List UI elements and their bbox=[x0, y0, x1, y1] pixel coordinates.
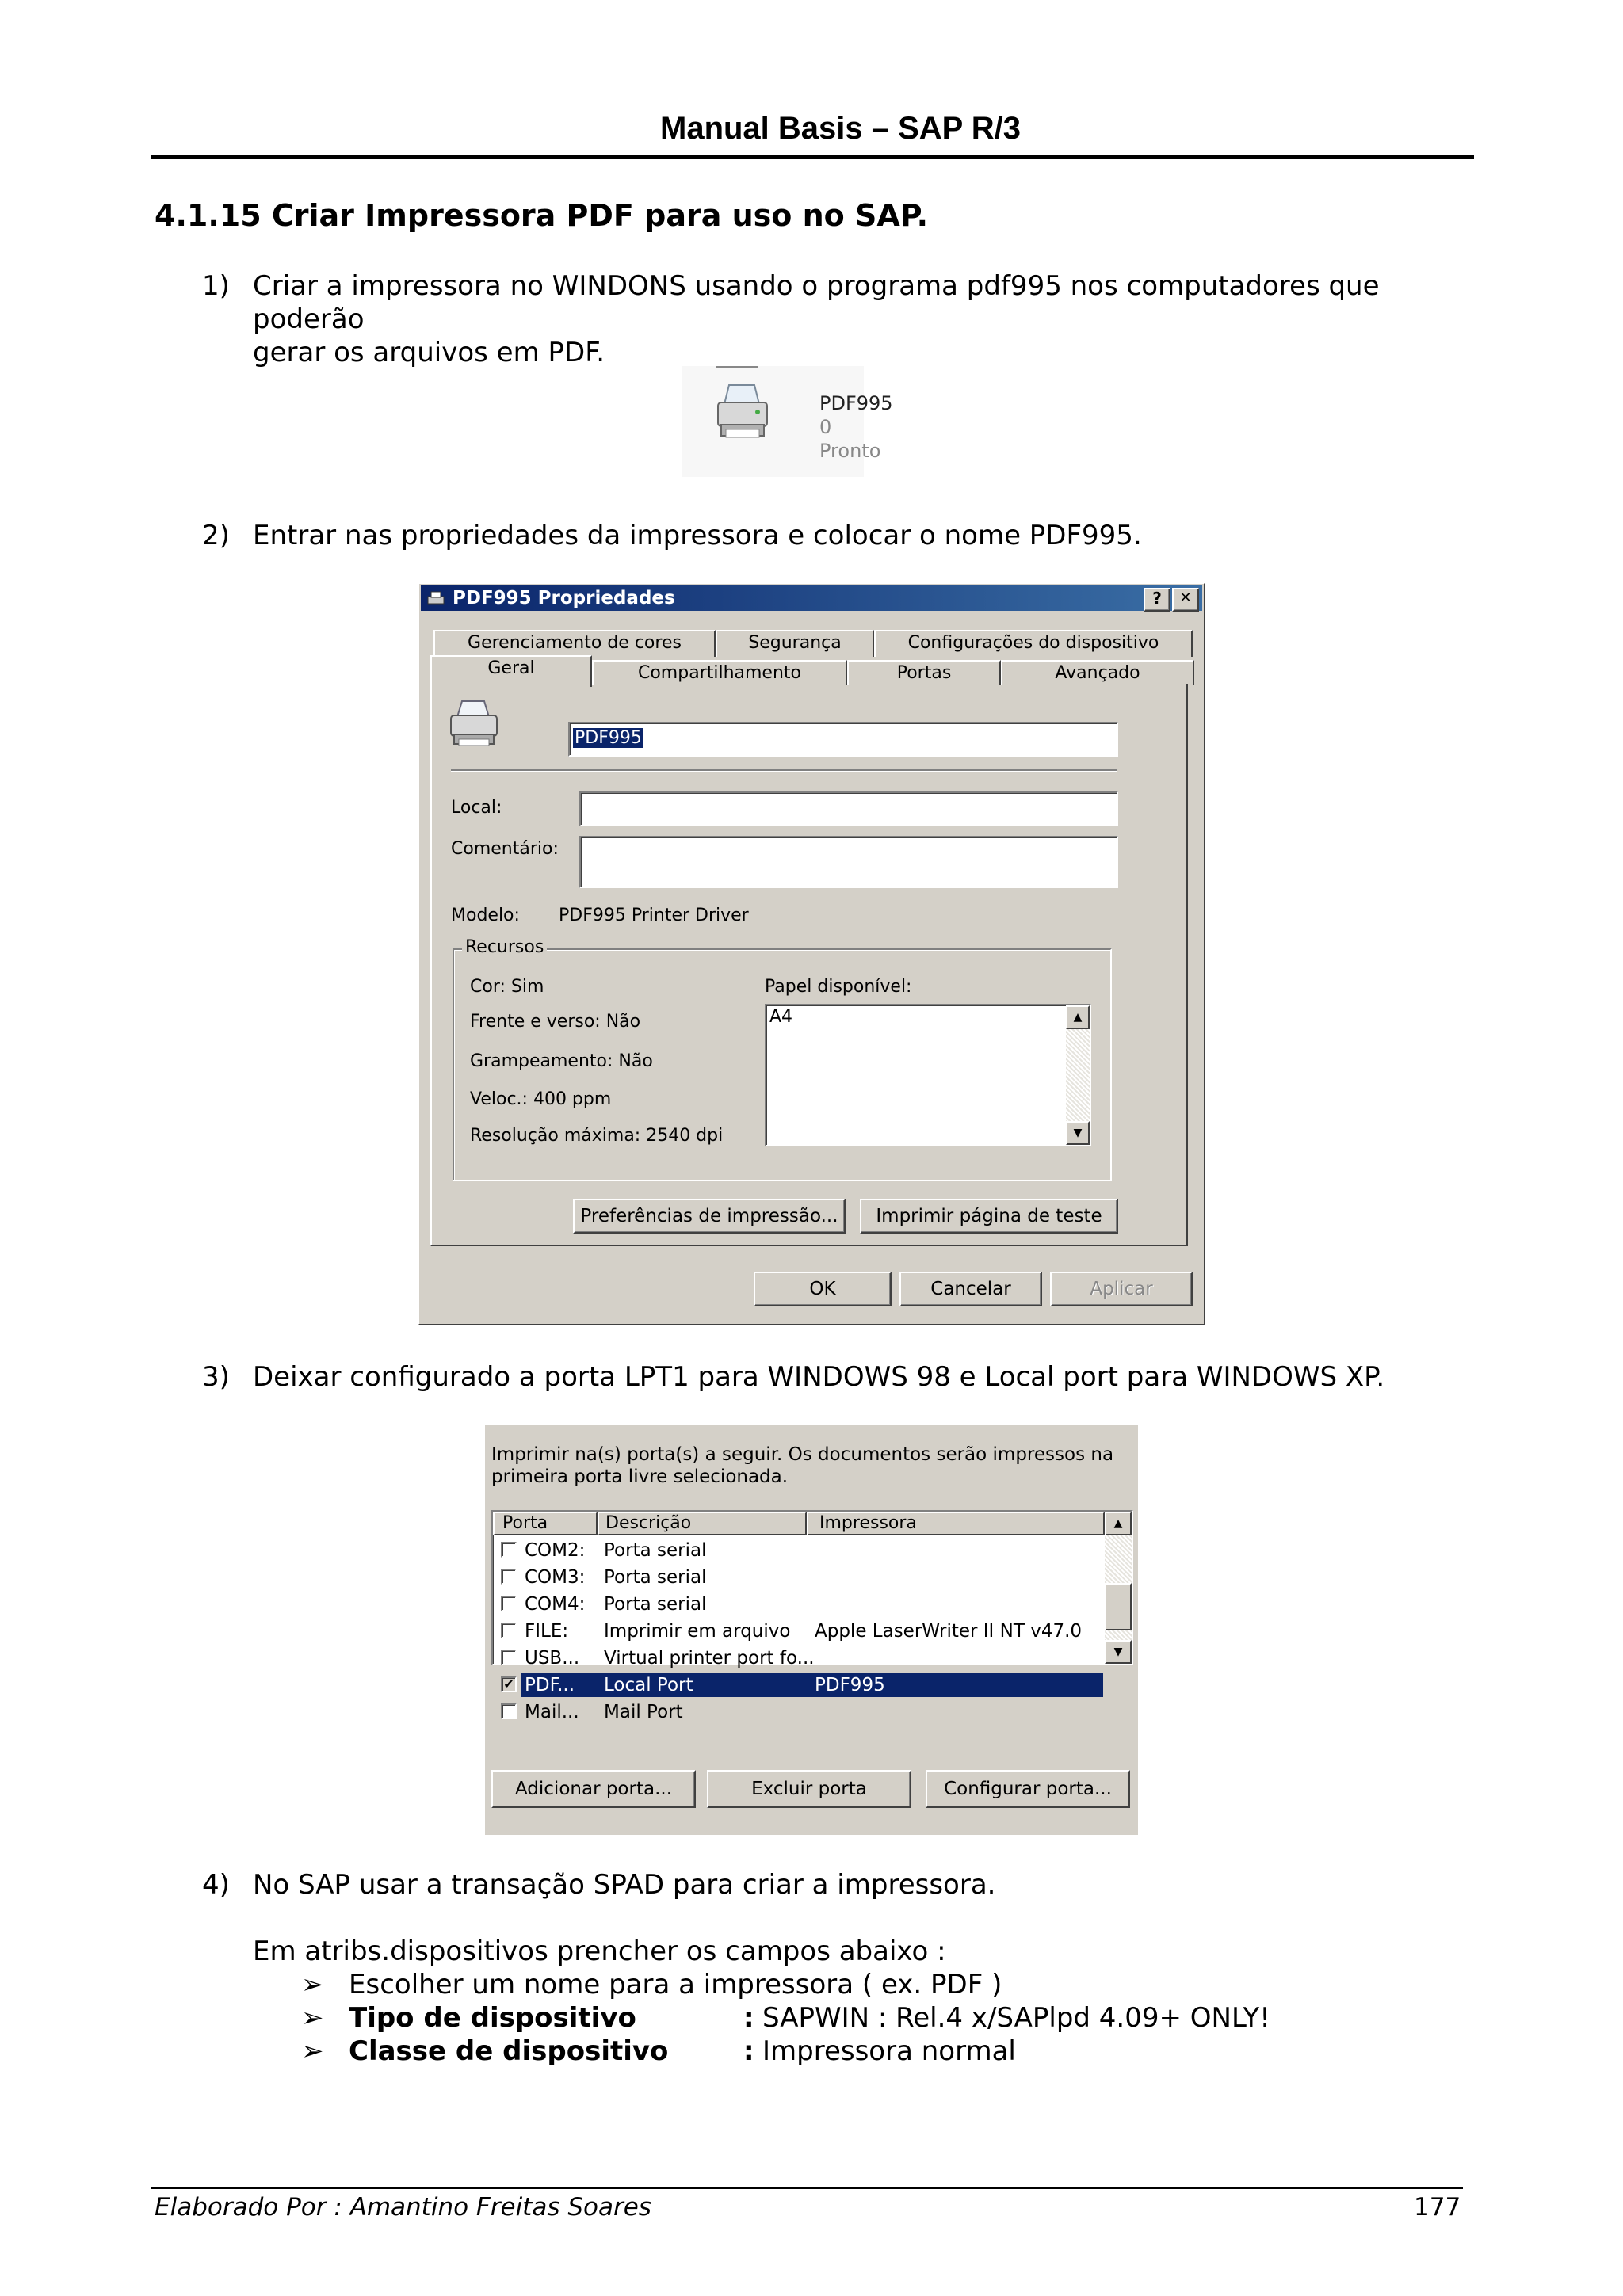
separator bbox=[451, 769, 1117, 772]
ports-dialog bbox=[485, 1425, 1138, 1835]
port-printer: Apple LaserWriter II NT v47.0 bbox=[815, 1621, 1083, 1642]
ports-list[interactable] bbox=[491, 1510, 1133, 1722]
port-name: USB... bbox=[525, 1648, 580, 1669]
section-title: 4.1.15 Criar Impressora PDF para uso no SAP. bbox=[155, 198, 929, 233]
printing-preferences-button[interactable]: Preferências de impressão... bbox=[573, 1199, 846, 1234]
printer-name-value: PDF995 bbox=[575, 728, 642, 748]
step-3-text: Deixar configurado a porta LPT1 para WINDOWS 98 e Local port para WINDOWS XP. bbox=[253, 1361, 1385, 1393]
step-4-number: 4) bbox=[202, 1869, 230, 1901]
bullet-2-arrow: ➢ bbox=[301, 2002, 324, 2034]
delete-port-button[interactable]: Excluir porta bbox=[707, 1770, 911, 1808]
ports-intro-line-1: Imprimir na(s) porta(s) a seguir. Os documentos serão impressos na bbox=[491, 1444, 1114, 1465]
print-test-page-button[interactable]: Imprimir página de teste bbox=[860, 1199, 1118, 1234]
checkbox-icon[interactable] bbox=[501, 1650, 517, 1665]
printer-icon-snippet bbox=[682, 366, 893, 477]
checkbox-icon[interactable] bbox=[501, 1703, 517, 1719]
printer-icon bbox=[713, 380, 777, 444]
paper-scrollbar[interactable] bbox=[1066, 1005, 1090, 1145]
feature-color: Cor: Sim bbox=[470, 977, 544, 997]
checkbox-icon[interactable] bbox=[501, 1623, 517, 1638]
bullet-3-colon: : bbox=[743, 2035, 754, 2067]
configure-port-button[interactable]: Configurar porta... bbox=[926, 1770, 1130, 1808]
scroll-down-icon[interactable]: ▼ bbox=[1066, 1121, 1090, 1145]
tab-avancado[interactable]: Avançado bbox=[1001, 660, 1194, 685]
step-1-line-2: gerar os arquivos em PDF. bbox=[253, 337, 605, 368]
port-row[interactable] bbox=[493, 1618, 1095, 1645]
port-row[interactable] bbox=[493, 1645, 1095, 1672]
column-header-porta[interactable]: Porta bbox=[493, 1512, 598, 1535]
paper-list[interactable] bbox=[765, 1004, 1091, 1146]
paper-label: Papel disponível: bbox=[765, 977, 912, 997]
checkbox-icon[interactable] bbox=[501, 1596, 517, 1611]
apply-button[interactable]: Aplicar bbox=[1050, 1272, 1193, 1306]
port-name: FILE: bbox=[525, 1621, 569, 1642]
step-4-text: No SAP usar a transação SPAD para criar a impressora. bbox=[253, 1869, 996, 1901]
help-button[interactable]: ? bbox=[1144, 588, 1170, 612]
selection-line bbox=[716, 366, 758, 368]
step-4-intro: Em atribs.dispositivos prencher os campos abaixo : bbox=[253, 1936, 946, 1967]
port-name: COM4: bbox=[525, 1594, 586, 1615]
comment-label: Comentário: bbox=[451, 839, 559, 859]
footer-rule bbox=[151, 2187, 1463, 2189]
ports-intro bbox=[491, 1444, 1113, 1488]
step-2-number: 2) bbox=[202, 520, 230, 551]
port-row[interactable] bbox=[493, 1591, 1095, 1618]
scroll-thumb[interactable] bbox=[1105, 1583, 1132, 1630]
printer-name-field[interactable] bbox=[568, 722, 1118, 757]
header-rule bbox=[151, 155, 1474, 159]
printer-count: 0 bbox=[819, 416, 832, 438]
tab-gerenciamento-de-cores[interactable]: Gerenciamento de cores bbox=[433, 630, 716, 657]
port-description: Mail Port bbox=[604, 1702, 683, 1722]
column-header-impressora[interactable]: Impressora bbox=[807, 1512, 1105, 1535]
port-description: Porta serial bbox=[604, 1567, 707, 1588]
tab-configuracoes-do-dispositivo[interactable]: Configurações do dispositivo bbox=[874, 630, 1193, 657]
tab-compartilhamento[interactable]: Compartilhamento bbox=[592, 660, 847, 685]
port-row[interactable] bbox=[493, 1699, 1095, 1726]
step-2-text: Entrar nas propriedades da impressora e colocar o nome PDF995. bbox=[253, 520, 1142, 551]
scroll-down-icon[interactable]: ▼ bbox=[1105, 1640, 1132, 1664]
printer-status: Pronto bbox=[819, 440, 881, 462]
bullet-3-arrow: ➢ bbox=[301, 2035, 324, 2067]
page-number: 177 bbox=[1414, 2193, 1461, 2222]
checkbox-icon[interactable] bbox=[501, 1542, 517, 1558]
footer-author: Elaborado Por : Amantino Freitas Soares bbox=[155, 2193, 651, 2222]
checkbox-checked-icon[interactable]: ✔ bbox=[501, 1676, 517, 1692]
port-row[interactable] bbox=[493, 1537, 1095, 1564]
printer-name: PDF995 bbox=[819, 392, 893, 414]
checkbox-icon[interactable] bbox=[501, 1569, 517, 1585]
port-row[interactable] bbox=[493, 1672, 1095, 1699]
page-header-title: Manual Basis – SAP R/3 bbox=[660, 111, 1021, 146]
feature-staple: Grampeamento: Não bbox=[470, 1051, 653, 1071]
printer-icon bbox=[448, 698, 505, 749]
port-description: Virtual printer port fo... bbox=[604, 1648, 815, 1669]
bullet-2-value: SAPWIN : Rel.4 x/SAPlpd 4.09+ ONLY! bbox=[762, 2002, 1270, 2034]
port-description: Local Port bbox=[604, 1675, 693, 1695]
model-label: Modelo: bbox=[451, 906, 520, 925]
cancel-button[interactable]: Cancelar bbox=[899, 1272, 1042, 1306]
port-name: Mail... bbox=[525, 1702, 579, 1722]
column-header-descricao[interactable]: Descrição bbox=[598, 1512, 807, 1535]
feature-resolution: Resolução máxima: 2540 dpi bbox=[470, 1126, 724, 1146]
bullet-2-label: Tipo de dispositivo bbox=[349, 2002, 636, 2034]
model-value: PDF995 Printer Driver bbox=[559, 906, 749, 925]
ok-button[interactable]: OK bbox=[754, 1272, 892, 1306]
tab-geral[interactable]: Geral bbox=[430, 655, 592, 687]
bullet-3-label: Classe de dispositivo bbox=[349, 2035, 669, 2067]
step-1-number: 1) bbox=[202, 270, 230, 302]
resources-group bbox=[453, 937, 1112, 1181]
scroll-up-icon[interactable]: ▲ bbox=[1066, 1005, 1090, 1029]
paper-item-a4[interactable]: A4 bbox=[769, 1007, 793, 1027]
port-name: PDF... bbox=[525, 1675, 575, 1695]
scroll-up-icon[interactable]: ▲ bbox=[1105, 1512, 1132, 1535]
bullet-3-value: Impressora normal bbox=[762, 2035, 1016, 2067]
dialog-title: PDF995 Propriedades bbox=[453, 588, 675, 608]
add-port-button[interactable]: Adicionar porta... bbox=[491, 1770, 696, 1808]
tab-portas[interactable]: Portas bbox=[847, 660, 1001, 685]
printer-icon-labels bbox=[819, 391, 893, 463]
ports-intro-line-2: primeira porta livre selecionada. bbox=[491, 1466, 789, 1487]
ports-scrollbar[interactable] bbox=[1105, 1512, 1132, 1664]
tab-seguranca[interactable]: Segurança bbox=[716, 630, 874, 657]
resources-label: Recursos bbox=[462, 937, 547, 957]
step-1-line-1: Criar a impressora no WINDONS usando o programa pdf995 nos computadores que poderão bbox=[253, 270, 1380, 335]
port-name: COM3: bbox=[525, 1567, 586, 1588]
bullet-1-text: Escolher um nome para a impressora ( ex. PDF ) bbox=[349, 1969, 1002, 2000]
port-description: Imprimir em arquivo bbox=[604, 1621, 791, 1642]
local-field[interactable] bbox=[579, 791, 1118, 826]
bullet-1-arrow: ➢ bbox=[301, 1969, 324, 2000]
feature-duplex: Frente e verso: Não bbox=[470, 1012, 641, 1032]
step-1-text bbox=[253, 269, 1489, 369]
port-name: COM2: bbox=[525, 1540, 586, 1561]
properties-dialog bbox=[418, 582, 1205, 1325]
close-button[interactable]: ✕ bbox=[1172, 588, 1199, 612]
port-description: Porta serial bbox=[604, 1540, 707, 1561]
local-label: Local: bbox=[451, 798, 502, 818]
title-bar[interactable] bbox=[421, 585, 1202, 611]
tab-panel-geral bbox=[430, 684, 1188, 1246]
comment-field[interactable] bbox=[579, 836, 1118, 888]
feature-speed: Veloc.: 400 ppm bbox=[470, 1089, 612, 1109]
bullet-2-colon: : bbox=[743, 2002, 754, 2034]
printer-small-icon bbox=[426, 589, 446, 608]
port-row[interactable] bbox=[493, 1564, 1095, 1591]
step-3-number: 3) bbox=[202, 1361, 230, 1393]
port-printer: PDF995 bbox=[815, 1675, 885, 1695]
port-description: Porta serial bbox=[604, 1594, 707, 1615]
